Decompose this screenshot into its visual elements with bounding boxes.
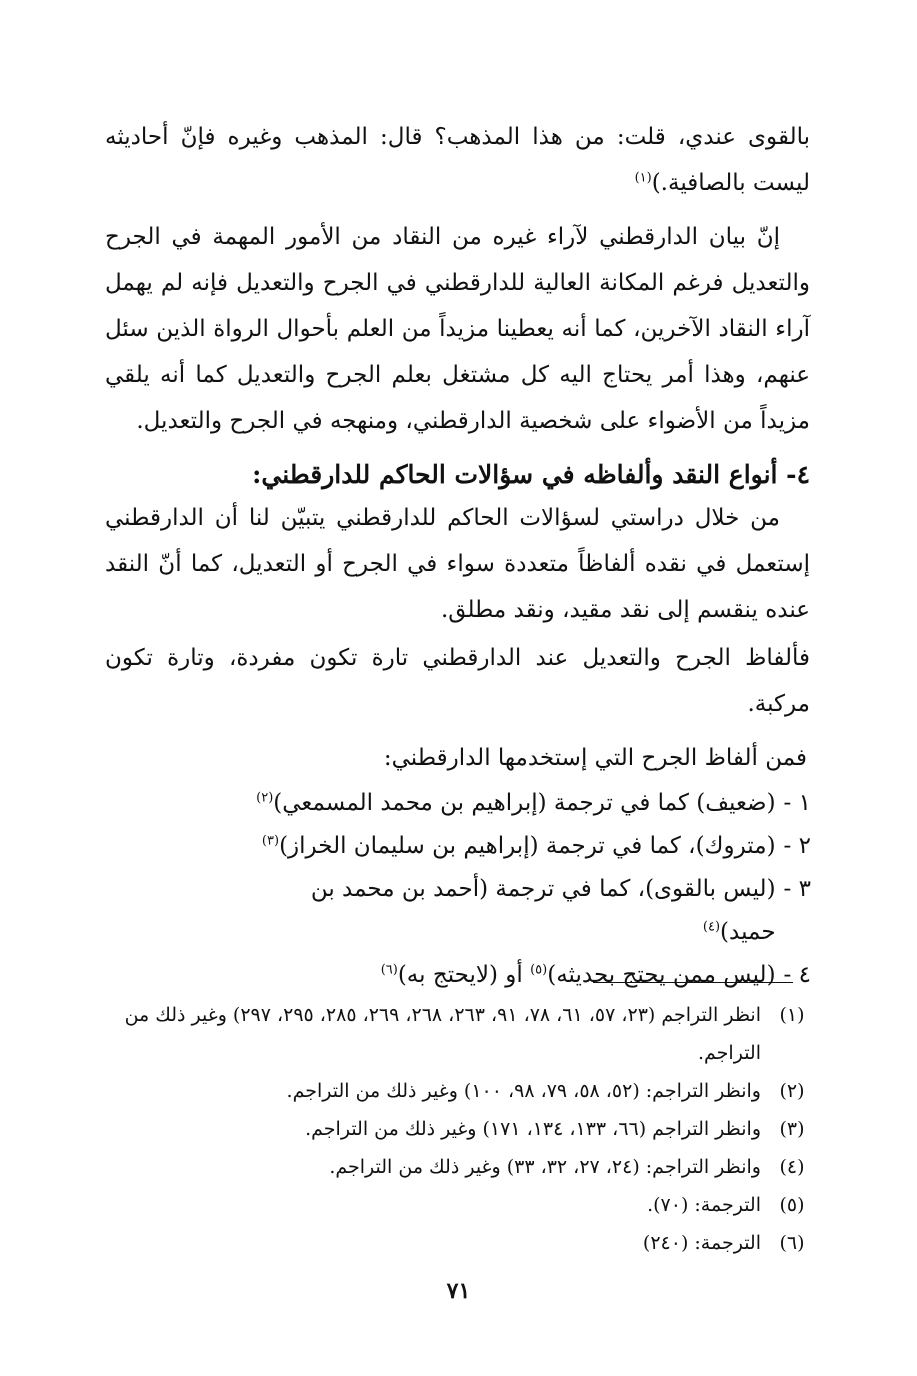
- footnote: [87, 1072, 807, 1110]
- jarh-terms-list: [251, 782, 811, 997]
- footnote-number: (٣): [779, 1118, 805, 1140]
- list-item: [251, 868, 811, 954]
- footnote-number: (٤): [779, 1156, 805, 1178]
- footnote-text: وانظر التراجم (٦٦، ١٣٣، ١٣٤، ١٧١) وغير ذلك من التراجم.: [305, 1118, 761, 1140]
- list-intro: فمن ألفاظ الجرح التي إستخدمها الدارقطني:: [383, 745, 807, 771]
- list-item-number: ٤ -: [783, 962, 811, 988]
- footnote: [87, 1110, 807, 1148]
- footnote-number: (٦): [779, 1232, 805, 1254]
- list-item-text: (ليس بالقوى)، كما في ترجمة (أحمد بن محمد بن حميد)$^{(٤)}$: [310, 876, 776, 945]
- footnote: [87, 1224, 807, 1262]
- footnote-text: انظر التراجم (٢٣، ٥٧، ٦١، ٧٨، ٩١، ٢٦٣، ٢٦٨، ٢٦٩، ٢٨٥، ٢٩٥، ٢٩٧) وغير ذلك من التراجم.: [124, 1004, 761, 1064]
- footnote: [87, 996, 807, 1072]
- footnote-text: وانظر التراجم: (٥٢، ٥٨، ٧٩، ٩٨، ١٠٠) وغير ذلك من التراجم.: [286, 1080, 761, 1102]
- footnotes: [87, 996, 807, 1262]
- paragraph-4: فألفاظ الجرح والتعديل عند الدارقطني تارة تكون مفردة، وتارة تكون مركبة.: [105, 645, 810, 717]
- page-number: ٧١: [446, 1278, 471, 1304]
- paragraph-2: إنّ بيان الدارقطني لآراء غيره من النقاد من الأمور المهمة في الجرح والتعديل فرغم المكانة العالية للدارقطني في الجرح والتعديل فإنه لم يهمل آراء النقاد الآخرين، كما أنه يعطينا مزيداً من العلم بأحوال الرواة الذين سئل عنهم، وهذا أمر يحتاج اليه كل مشتغل بعلم الجرح والتعديل كما أنه يلقي مزيداً من الأضواء على شخصية الدارقطني، ومنهجه في الجرح والتعديل.: [105, 224, 810, 434]
- footnote-ref-1[interactable]: (١): [634, 170, 652, 186]
- paragraph-3: من خلال دراستي لسؤالات الحاكم للدارقطني يتبيّن لنا أن الدارقطني إستعمل في نقده ألفاظاً متعددة سواء في الجرح أو التعديل، كما أنّ النقد عنده ينقسم إلى نقد مقيد، ونقد مطلق.: [105, 505, 810, 623]
- footnote-separator: [593, 982, 793, 983]
- footnote-ref-4[interactable]: (٤): [702, 919, 721, 935]
- footnote-ref-3[interactable]: (٣): [261, 833, 280, 849]
- paragraph-1-text: بالقوى عندي، قلت: من هذا المذهب؟ قال: المذهب وغيره فإنّ أحاديثه ليست بالصافية.): [105, 124, 810, 196]
- list-item-number: ٣ -: [783, 876, 811, 902]
- list-item-text: (ليس ممن يحتج بحديثه)$^{(٥)}$ أو (لايحتج به)$^{(٦)}$: [380, 962, 776, 988]
- footnote-number: (١): [779, 1004, 805, 1026]
- section-heading: ٤- أنواع النقد وألفاظه في سؤالات الحاكم للدارقطني:: [252, 460, 810, 489]
- footnote-text: وانظر التراجم: (٢٤، ٢٧، ٣٢، ٣٣) وغير ذلك من التراجم.: [329, 1156, 761, 1178]
- footnote-number: (٢): [779, 1080, 805, 1102]
- footnote-ref-5[interactable]: (٥): [530, 962, 548, 978]
- list-item-number: ١ -: [783, 790, 811, 816]
- list-item-number: ٢ -: [783, 833, 811, 859]
- footnote-number: (٥): [779, 1194, 805, 1216]
- footnote: [87, 1186, 807, 1224]
- list-item-text: (ضعيف) كما في ترجمة (إبراهيم بن محمد المسمعي)$^{(٢)}$: [256, 790, 776, 816]
- paragraph-1: [105, 114, 810, 206]
- list-item: [251, 782, 811, 825]
- footnote-ref-2[interactable]: (٢): [256, 790, 274, 806]
- footnote-text: الترجمة: (٧٠).: [647, 1194, 761, 1216]
- footnote-text: الترجمة: (٢٤٠): [642, 1232, 761, 1254]
- footnote-ref-6[interactable]: (٦): [380, 962, 398, 978]
- list-item: [251, 825, 811, 868]
- footnote: [87, 1148, 807, 1186]
- list-item: [251, 954, 811, 997]
- list-item-text: (متروك)، كما في ترجمة (إبراهيم بن سليمان الخراز)$^{(٣)}$: [261, 833, 776, 859]
